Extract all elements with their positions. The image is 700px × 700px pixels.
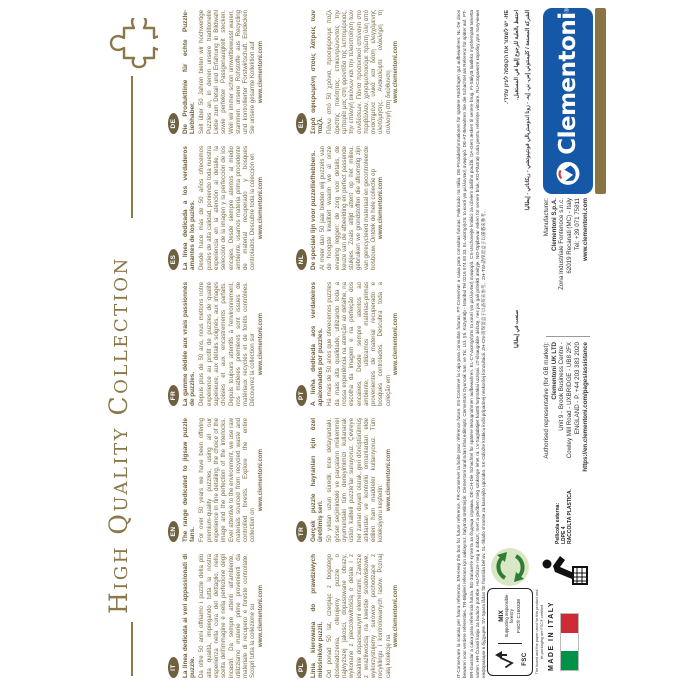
- fsc-mix-text: MIX: [498, 610, 506, 622]
- clementoni-logo: [543, 8, 593, 194]
- website-link: www.clementoni.com: [256, 40, 264, 104]
- section-body: Depuis plus de 50 ans, nous mettons notre expérience au profit de puzzles de qualité supérieure, aux détails soignés, aux images choisies et aux encastrements parfaits. Depuis toujours attentifs à l'environnement, nos matières premières sont issues de matériaux recyclés et de forêts contrôlées. Découvrez la collection sur: [198, 282, 257, 406]
- website-link: www.clementoni.com: [384, 448, 392, 512]
- section-el: [296, 10, 399, 134]
- section-body: 50 yıldan uzun süredir, ince detaylardaki, görsel seçimindeki ve parçaların mükemmel uyumundaki tüm deneyimimizi kullanarak üstün kaliteli puzzle'lar sunuyoruz. Çevreye her zaman duyarlı olarak, geri dönüştürülmüş atıklardan ve kontrollü ormanlardan elde edilen ham maddeler kullanıyoruz. Tüm koleksiyonu keşfedin:: [326, 418, 385, 542]
- authorised-representative-block: [543, 342, 589, 550]
- section-body: Há mais de 50 anos que oferecemos puzzles da mais alta qualidade, utilizando toda a nossa experiência na atenção ao detalhe, na escolha da imagem e na perfeição dos encaixes. Desde sempre atentos ao ambiente, utilizamos matérias-primas provenientes de material recuperado e bosques controlados. Descubra toda a coleção em: [326, 282, 392, 406]
- section-headline: The range dedicated to jigsaw puzzle fans.: [182, 418, 197, 542]
- flag-green-band: [561, 651, 578, 670]
- website-link: www.clementoni.com: [256, 312, 264, 376]
- manufacturer-title: Manufacturer:: [543, 198, 550, 237]
- arabic-manufacturer-line: الشركة المصنعة / كليمنتوني إس. بي. إيه. - زونا اندوستريالي فونتينوتشي - ريكاناتي - إيطاليا: [525, 10, 531, 211]
- fsc-tree-check-icon: [493, 649, 517, 669]
- language-badge-fr: FR: [168, 385, 179, 406]
- language-badge-es: ES: [168, 249, 179, 270]
- section-tr: [296, 418, 392, 542]
- section-headline: Gerçek puzzle hayranları için özel üretilmiş seri.: [310, 418, 325, 542]
- manufacturer-address-1: Zona Industriale Fontenoce s.n.c.: [558, 198, 566, 290]
- made-in-italy-text: MADE IN ITALY: [548, 600, 555, 671]
- section-pl: [296, 554, 399, 678]
- clementoni-wordmark: Clementoni: [555, 12, 581, 155]
- section-nl: [296, 146, 385, 270]
- address-divider-line: [546, 336, 590, 337]
- section-body: For over 50 years we have been offering premium-quality puzzles, using all our experience in fine detailing, the choice of the image and the perfection of the interlocks. Ever attentive to the environment, we use raw materials sourced from recycled waste and controlled forests. Explore the entire collection on: [198, 418, 257, 542]
- section-it: [168, 554, 264, 678]
- arabic-made-in-italy: صنعت في إيطاليا: [514, 309, 520, 348]
- clementoni-ball-icon: [549, 160, 587, 187]
- tidyman-icon: [541, 546, 589, 590]
- section-headline: De speciale lijn voor puzzelliefhebbers.: [310, 151, 317, 270]
- section-headline: A linha dedicada aos verdadeiros apaixonados por puzzles.: [310, 282, 325, 406]
- language-badge-el: EL: [296, 113, 307, 134]
- section-headline: La linea dedicata ai veri appassionati di puzzle.: [182, 554, 197, 678]
- fsc-word: FSC: [521, 652, 528, 666]
- banner-rule-right: [131, 76, 133, 218]
- authorised-company: Clementoni UK LTD: [550, 342, 558, 400]
- section-pt: [296, 282, 399, 406]
- section-headline: Die Produktlinie für echte Puzzle-Liebhaber.: [182, 10, 197, 134]
- section-body: Πάνω από 50 χρόνια, προσφέρουμε παζλ άριστης ποιότητας, επικεντρώνοντας την εμπειρία μας στη φροντίδα της λεπτομέρειας, την επιλογή εικόνων και την τελειοποίηση των συνδέσεων. Πάντα προσεκτικοί απέναντι στο περιβάλλον, χρησιμοποιούμε πρώτη ύλη από ανακτημένα υλικά και δάση ελεγχόμενης υλοτόμησης. Ανακαλύψτε ολόκληρη τη συλλογή στη διεύθυνση: [326, 10, 392, 134]
- section-en: [168, 418, 264, 542]
- flag-white-band: [561, 633, 578, 652]
- website-link: www.clementoni.com: [256, 584, 264, 648]
- section-headline: Σειρά αφιερωμένη στους λάτρεις των παζλ.: [310, 10, 325, 134]
- fsc-supporting-text: Supporting responsible forestry: [504, 594, 515, 638]
- authorised-address-3: ENGLAND - P. +44 203 383 2020: [573, 342, 581, 435]
- website-link: www.clementoni.com: [256, 448, 264, 512]
- language-badge-tr: TR: [296, 521, 307, 542]
- manufacturer-address-2: 62019 Recanati (MC) - Italy: [566, 198, 574, 274]
- website-link: www.clementoni.com: [391, 40, 399, 104]
- language-badge-pt: PT: [296, 385, 307, 406]
- section-fr: [168, 282, 264, 406]
- website-link: www.clementoni.com: [256, 176, 264, 240]
- collection-title: High Quality Collection: [104, 256, 133, 614]
- section-headline: La gamme dédiée aux vrais passionnés de puzzles.: [182, 282, 197, 406]
- hebrew-keep-box-line: HE- יש לשמור את הקופסה לעיון עתידי.: [504, 10, 510, 104]
- manufacturer-block: [543, 198, 589, 328]
- language-badge-de: DE: [168, 113, 179, 134]
- section-headline: La línea dedicada a los verdaderos amantes de los puzles.: [182, 146, 197, 270]
- manufacturer-phone: Tel: +39 071 75811: [573, 198, 581, 251]
- section-es: [168, 146, 264, 270]
- section-body: Da oltre 50 anni offriamo i puzzle della più alta qualità, impiegando tutta la nostra esperienza nella cura del dettaglio, nella scelta dell'immagine e nella perfezione degli incastri. Da sempre attenti all'ambiente, utilizziamo materie prime provenienti da materiale di recupero e foreste controllate. Scopri tutta la collezione su: [198, 554, 257, 678]
- language-badge-it: IT: [168, 657, 179, 678]
- website-link: www.clementoni.com: [391, 312, 399, 376]
- authorised-title: Authorised representative (for GB market):: [543, 342, 550, 459]
- arabic-keep-box-line: احتفظ بالعلبة للرجوع إليها في المستقبل.: [514, 10, 520, 100]
- authorised-url: https://en.clementoni.com/pages/assistance: [581, 342, 589, 472]
- banner-rule-left: [131, 622, 133, 676]
- fsc-caption: The board and the paper used for this product and its packaging are FSC® certified: [535, 589, 544, 675]
- language-badge-nl: NL: [296, 249, 307, 270]
- website-link: www.clementoni.com: [391, 584, 399, 648]
- authorised-address-1: Unit 9 - Brook Business Centre -: [558, 342, 566, 431]
- section-de: [168, 10, 264, 134]
- plastic-recycling-text: Pellicola esterna: LDPE 4 RACCOLTA PLASTICA.: [555, 489, 573, 544]
- italy-flag: [560, 613, 579, 671]
- manufacturer-url: www.clementoni.com: [581, 198, 589, 262]
- section-body: Al meer dan 50 jaar bieden wij puzzels van de hoogste kwaliteit waarin we al onze ervaring leggen: de zorg voor details, de keuze van de afbeelding en perfect passende stukjes. Zoals altijd attent op het milieu, gebruiken we grondstoffen die afkomstig zijn van gerecycleerd materiaal en gecontroleerde bosbouw. Ontdek de hele collectie op: [318, 146, 377, 270]
- fsc-logo: [493, 646, 528, 672]
- section-body: Seit über 50 Jahren bieten wir hochwertige Puzzles an, in denen unsere traditionelle Liebe zum Detail und Erfahrung in Bildwahl sowie perfekter Passgenauigkeit stecken. Weil wir immer schon umweltbewusst waren, stammen unsere Rohstoffe aus Recycling und kontrollierter Forstwirtschaft. Entdecken Sie unsere gesamte Kollektion auf: [198, 10, 257, 134]
- puzzle-piece-icon: [106, 18, 158, 70]
- section-body: Desde hace más de 50 años ofrecemos puzles de alta calidad, poniendo toda nuestra experiencia en la atención al detalle, la selección de la imagen y la perfección de los encajes. Desde siempre atentos al medio ambiente, usamos materia prima procedente de material recuperado y bosques controlados. Descubre toda la colección en: [198, 146, 257, 270]
- registered-mark: ®: [565, 8, 571, 13]
- flag-red-band: [561, 614, 578, 633]
- manufacturer-company: Clementoni S.p.A.: [550, 198, 558, 251]
- language-badge-pl: PL: [296, 657, 307, 678]
- fsc-license-code: FSC® C160338: [516, 599, 522, 633]
- section-headline: Linia kierowana do prawdziwych miłośników puzzli.: [310, 554, 325, 678]
- section-body: Od ponad 50 lat, czerpiąc z bogatego doświadczenia, oferujemy puzzle o najwyższej jakości, dopasowane obrazy, wykonane z pieczołowitością o detale i z idealnie dopasowanymi elementami. Zawsze z wrażliwością na kwestie środowiskowe, wykorzystujemy surowce pochodzące z recyklingu i kontrolowanych lasów. Poznaj całą kolekcję na: [326, 554, 392, 678]
- language-badge-en: EN: [168, 521, 179, 542]
- authorised-address-2: Cowley Mill Road - UXBRIDGE - UB8 2FX: [566, 342, 574, 459]
- recycle-arrows-icon: [489, 546, 531, 588]
- multilingual-fine-print: IT-Conservare la scatola per futura referenza. EN-Keep this box for future reference. FR-Conserver la boîte pour référence future. ES-Conserve la caja para consultas futuras. PT-Conservar a caixa para consultas futuras. Fabricado na Itália. DE-Produktinformationen für spätere Rückfragen gut aufbewahren. NL-De doos bewaren voor verdere referenties. TR-Bilgileri referans için saklayınız. İtalya'da üretilmiştir. Clementoni tarafından ithal edilmiştir. Clementoni Oyuncak San. ve Tic. Ltd. Şti. Kozyatağı - İstanbul Tel 0216 574 93 33. EL-Διατηρήστε το κουτί για μελλοντική αναφορά. DE-AT-Bewahren Sie die Schachtel als Referenz für später auf. PT-BR-Guardar a caixa para referência futura. BG-Запазете кутията за бъдеща справка. DE-CH-Die Schachtel für spätere Bezugnahmen aufbewahren. EL-CY-Διατηρήστε το κουτί για μελλοντική αναφορά. CS-Uschovejte krabici za účelem dalšího použití. DA-Gem æsken til senere brug. FI-Säilytä laatikko myöhempää tarvetta varten. HR-Čuvati kutiju za buduće potrebe. HU-Őrizze meg a dobozt, mert a jövőben még szüksége lehet rá. LV-Saglabājiet kastīti turpmākai uzziņai. LT-Išsaugokite dėžutę, nes jos gali prireikti ateityje. NO-Oppbevar esken for senere bruk. RO-Păstrați cutia pentru referințe viitoare. RU-Сохраните коробку для получения информации в будущем. SV-Spara lådan för framtida behov. SL-Škatlo shranite za kasnejšo uporabo. SK-Odložte krabicu kvôli prípadnej neskoršej konzultácii. ZH-CN-请保留盒子以备将来参考。ZH-TW-請保留盒子以備將來參考。: [456, 10, 487, 678]
- website-link: www.clementoni.com: [377, 176, 385, 240]
- fsc-mix-label: [487, 588, 533, 676]
- logo-gold-strip: [595, 8, 606, 194]
